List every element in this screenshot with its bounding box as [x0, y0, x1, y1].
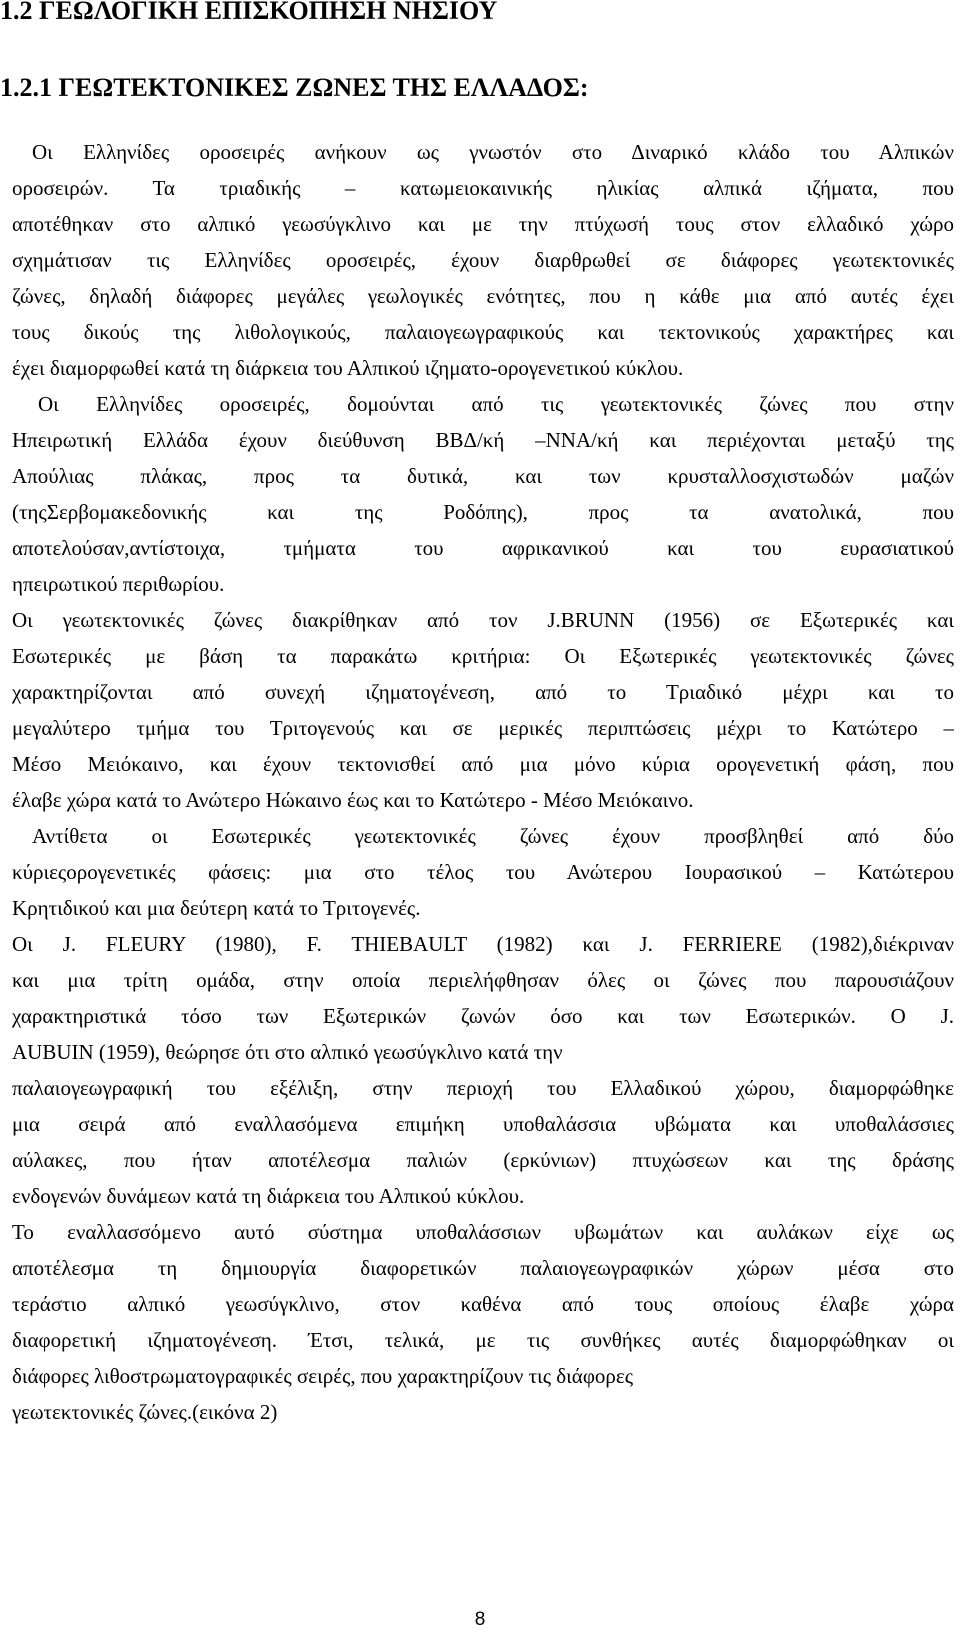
text-line: Το εναλλασσόμενο αυτό σύστημα υποθαλάσσιων υβωμάτων και αυλάκων είχε ως	[12, 1220, 954, 1244]
text-line: τεράστιο αλπικό γεωσύγκλινο, στον καθένα από τους οποίους έλαβε χώρα	[12, 1292, 954, 1316]
subsection-heading: 1.2.1 ΓΕΩΤΕΚΤΟΝΙΚΕΣ ΖΩΝΕΣ ΤΗΣ ΕΛΛΑΔΟΣ:	[0, 73, 589, 102]
text-line: AUBUIN (1959), θεώρησε ότι στο αλπικό γεωσύγκλινο κατά την	[12, 1040, 563, 1064]
text-line: μεγαλύτερο τμήμα του Τριτογενούς και σε μερικές περιπτώσεις μέχρι το Κατώτερο –	[12, 716, 954, 740]
text-line: χαρακτηριστικά τόσο των Εξωτερικών ζωνών όσο και των Εσωτερικών. Ο J.	[12, 1004, 954, 1028]
text-line: ενδογενών δυνάμεων κατά τη διάρκεια του Αλπικού κύκλου.	[12, 1184, 525, 1208]
text-line: αποτελούσαν,αντίστοιχα, τμήματα του αφρικανικού και του ευρασιατικού	[12, 536, 954, 560]
text-line: χαρακτηρίζονται από συνεχή ιζηματογένεση, από το Τριαδικό μέχρι και το	[12, 680, 954, 704]
text-line: Οι Ελληνίδες οροσειρές, δομούνται από τις γεωτεκτονικές ζώνες που στην	[38, 392, 954, 416]
text-line: αποτέλεσμα τη δημιουργία διαφορετικών παλαιογεωγραφικών χώρων μέσα στο	[12, 1256, 954, 1280]
text-line: γεωτεκτονικές ζώνες.(εικόνα 2)	[12, 1400, 278, 1424]
text-line: Εσωτερικές με βάση τα παρακάτω κριτήρια: Οι Εξωτερικές γεωτεκτονικές ζώνες	[12, 644, 954, 668]
text-line: οροσειρών. Τα τριαδικής – κατωμειοκαινικής ηλικίας αλπικά ιζήματα, που	[12, 176, 954, 200]
text-line: έλαβε χώρα κατά το Ανώτερο Ηώκαινο έως και το Κατώτερο - Μέσο Μειόκαινο.	[12, 788, 694, 812]
text-line: διαφορετική ιζηματογένεση. Έτσι, τελικά, με τις συνθήκες αυτές διαμορφώθηκαν οι	[12, 1328, 954, 1352]
text-line: έχει διαμορφωθεί κατά τη διάρκεια του Αλπικού ιζηματο-ορογενετικού κύκλου.	[12, 356, 684, 380]
page-number: 8	[474, 1609, 486, 1630]
text-line: διάφορες λιθοστρωματογραφικές σειρές, που χαρακτηρίζουν τις διάφορες	[12, 1364, 634, 1388]
text-line: αποτέθηκαν στο αλπικό γεωσύγκλινο και με την πτύχωσή τους στον ελλαδικό χώρο	[12, 212, 954, 236]
text-line: σχημάτισαν τις Ελληνίδες οροσειρές, έχουν διαρθρωθεί σε διάφορες γεωτεκτονικές	[12, 248, 954, 272]
text-line: (τηςΣερβομακεδονικής και της Ροδόπης), προς τα ανατολικά, που	[12, 500, 954, 524]
text-line: και μια τρίτη ομάδα, στην οποία περιελήφθησαν όλες οι ζώνες που παρουσιάζουν	[12, 968, 954, 992]
text-line: ηπειρωτικού περιθωρίου.	[12, 572, 225, 596]
text-line: Αντίθετα οι Εσωτερικές γεωτεκτονικές ζώνες έχουν προσβληθεί από δύο	[32, 824, 954, 848]
text-line: Ηπειρωτική Ελλάδα έχουν διεύθυνση ΒΒΔ/κή –ΝΝΑ/κή και περιέχονται μεταξύ της	[12, 428, 954, 452]
text-line: παλαιογεωγραφική του εξέλιξη, στην περιοχή του Ελλαδικού χώρου, διαμορφώθηκε	[12, 1076, 954, 1100]
text-line: Απούλιας πλάκας, προς τα δυτικά, και των κρυσταλλοσχιστωδών μαζών	[12, 464, 954, 488]
text-line: κύριεςορογενετικές φάσεις: μια στο τέλος του Ανώτερου Ιουρασικού – Κατώτερου	[12, 860, 954, 884]
text-line: αύλακες, που ήταν αποτέλεσμα παλιών (ερκύνιων) πτυχώσεων και της δράσης	[12, 1148, 954, 1172]
text-line: Κρητιδικού και μια δεύτερη κατά το Τριτογενές.	[12, 896, 421, 920]
text-line: τους δικούς της λιθολογικούς, παλαιογεωγραφικούς και τεκτονικούς χαρακτήρες και	[12, 320, 954, 344]
text-line: ζώνες, δηλαδή διάφορες μεγάλες γεωλογικές ενότητες, που η κάθε μια από αυτές έχει	[12, 284, 954, 308]
text-line: Μέσο Μειόκαινο, και έχουν τεκτονισθεί από μια μόνο κύρια ορογενετική φάση, που	[12, 752, 954, 776]
body-text	[12, 134, 954, 1430]
text-line: Οι J. FLEURY (1980), F. THIEBAULT (1982) και J. FERRIERE (1982),διέκριναν	[12, 932, 954, 956]
section-heading: 1.2 ΓΕΩΛΟΓΙΚΗ ΕΠΙΣΚΟΠΗΣΗ ΝΗΣΙΟΥ	[0, 0, 498, 25]
text-line: μια σειρά από εναλλασόμενα επιμήκη υποθαλάσσια υβώματα και υποθαλάσσιες	[12, 1112, 954, 1136]
text-line: Οι γεωτεκτονικές ζώνες διακρίθηκαν από τον J.BRUNN (1956) σε Εξωτερικές και	[12, 608, 954, 632]
text-line: Οι Ελληνίδες οροσειρές ανήκουν ως γνωστόν στο Διναρικό κλάδο του Αλπικών	[32, 140, 954, 164]
